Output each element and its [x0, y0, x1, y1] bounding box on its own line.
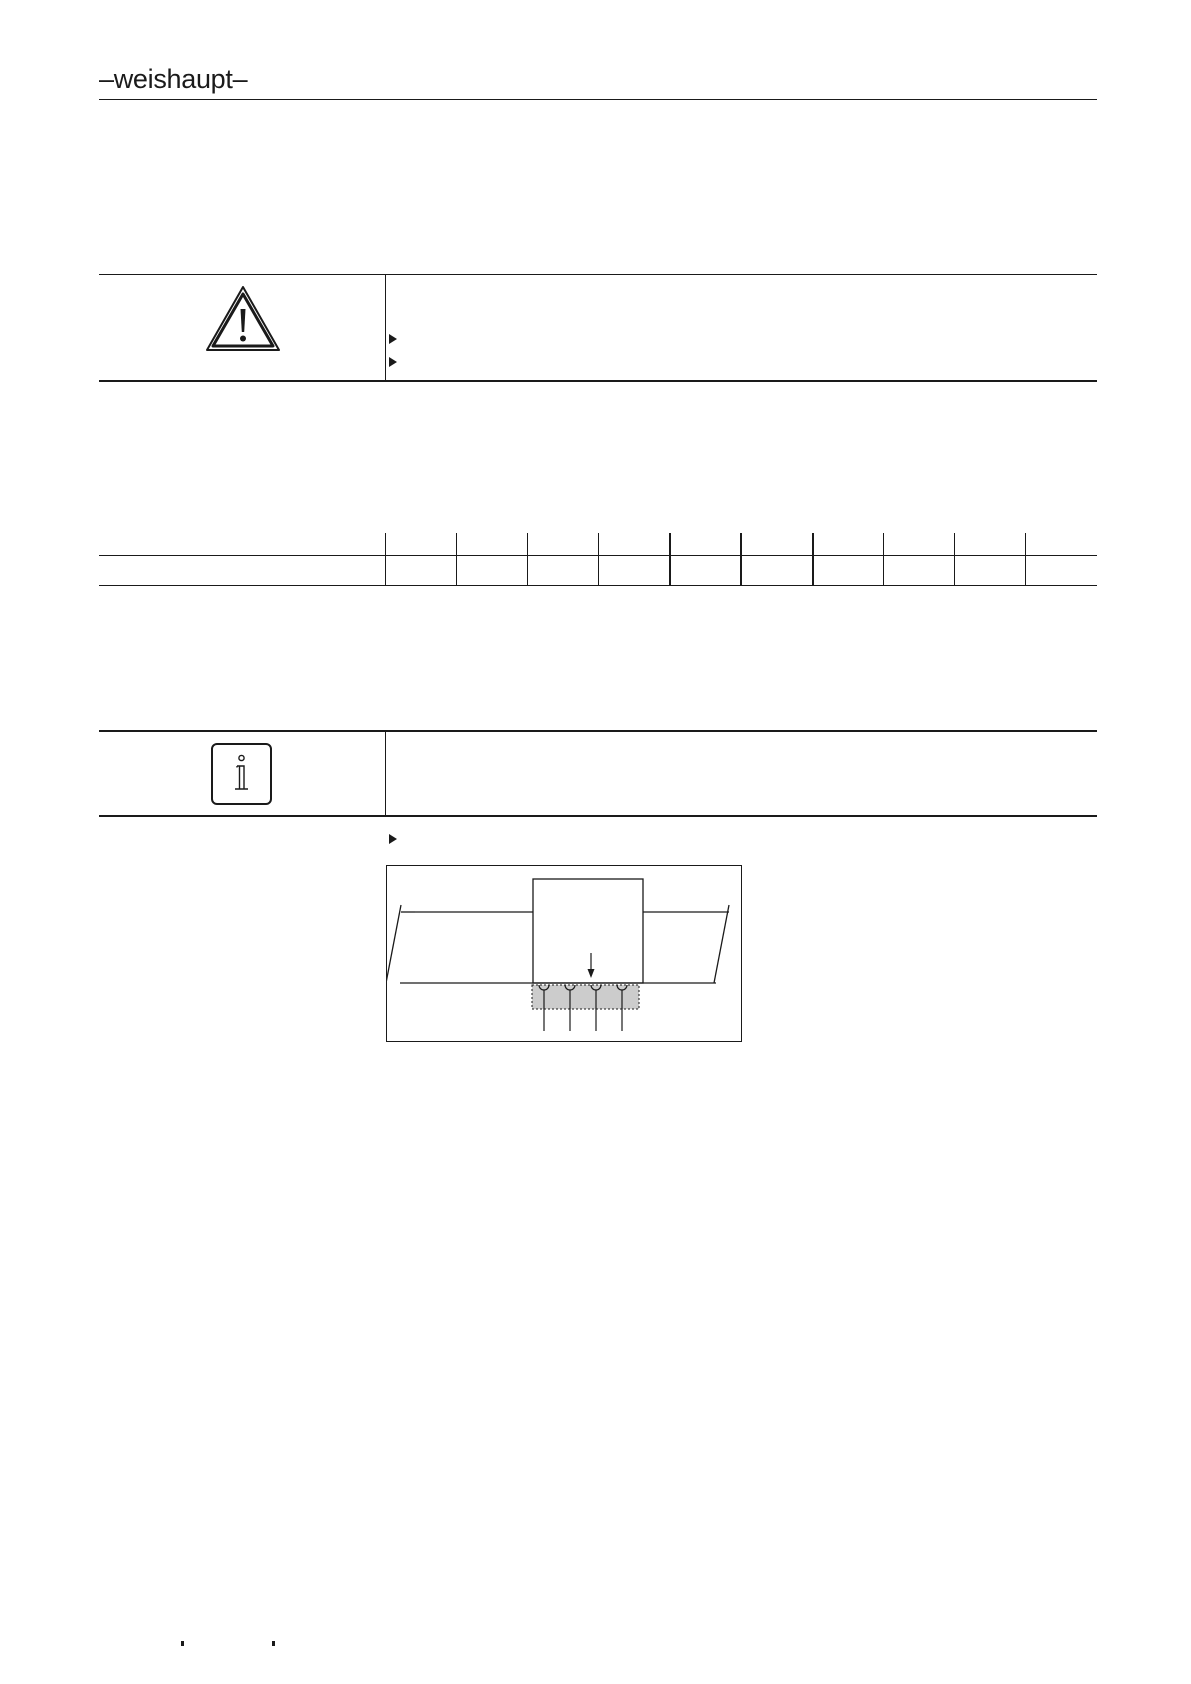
table-column-divider	[669, 533, 671, 586]
bullet-arrow-icon	[389, 357, 397, 367]
warning-block-top-rule	[99, 274, 1097, 275]
info-block-divider	[385, 730, 386, 816]
info-icon	[211, 743, 272, 805]
warning-block-bottom-rule	[99, 380, 1097, 382]
info-block-top-rule	[99, 730, 1097, 732]
bullet-arrow-icon	[389, 334, 397, 344]
brand-logo: –weishaupt–	[99, 64, 248, 94]
table-column-divider	[527, 533, 528, 586]
table-column-divider	[954, 533, 955, 586]
table-column-divider	[812, 533, 814, 586]
table-column-divider	[385, 533, 386, 586]
table-column-divider	[598, 533, 599, 586]
warning-triangle-icon	[205, 285, 281, 353]
table-column-divider	[1025, 533, 1026, 586]
table-column-divider	[740, 533, 742, 586]
footer-mark	[181, 1641, 184, 1646]
header-rule	[99, 99, 1097, 100]
table-column-divider	[883, 533, 884, 586]
bullet-arrow-icon	[389, 834, 397, 844]
wiring-diagram	[386, 865, 742, 1042]
warning-block-divider	[385, 274, 386, 381]
footer-mark	[272, 1641, 275, 1646]
info-block-bottom-rule	[99, 815, 1097, 817]
table-column-divider	[456, 533, 457, 586]
